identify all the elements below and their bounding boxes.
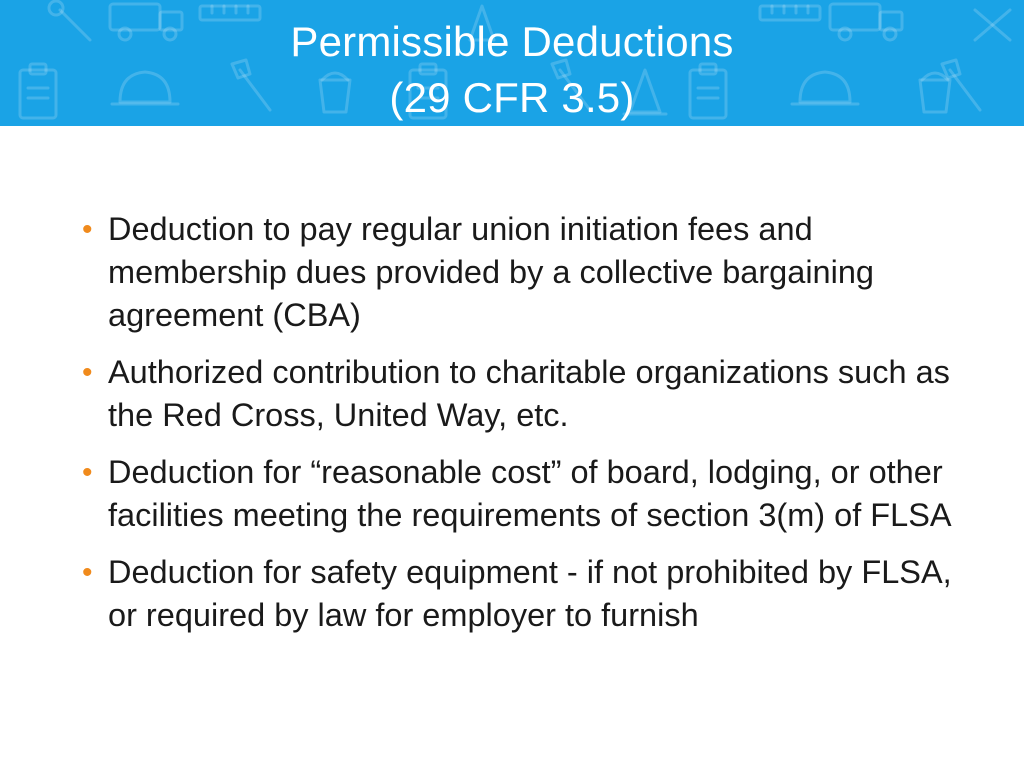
bullet-text: Deduction for safety equipment - if not prohibited by FLSA, or required by law for employer to furnish (108, 554, 952, 633)
bullet-text: Deduction for “reasonable cost” of board, lodging, or other facilities meeting the requirements of section 3(m) of FLSA (108, 454, 952, 533)
slide-header (0, 0, 1024, 126)
bullet-text: Authorized contribution to charitable organizations such as the Red Cross, United Way, etc. (108, 354, 950, 433)
list-item (82, 208, 962, 337)
list-item (82, 551, 962, 637)
bullet-list (82, 208, 962, 651)
bullet-dot-icon: • (82, 213, 93, 246)
list-item (82, 451, 962, 537)
title-line-1: Permissible Deductions (290, 18, 734, 65)
bullet-dot-icon: • (82, 556, 93, 589)
bullet-dot-icon: • (82, 356, 93, 389)
bullet-dot-icon: • (82, 456, 93, 489)
list-item (82, 351, 962, 437)
title-line-2: (29 CFR 3.5) (389, 74, 635, 121)
slide-title (0, 14, 1024, 126)
bullet-text: Deduction to pay regular union initiation fees and membership dues provided by a collective bargaining agreement (CBA) (108, 211, 874, 333)
